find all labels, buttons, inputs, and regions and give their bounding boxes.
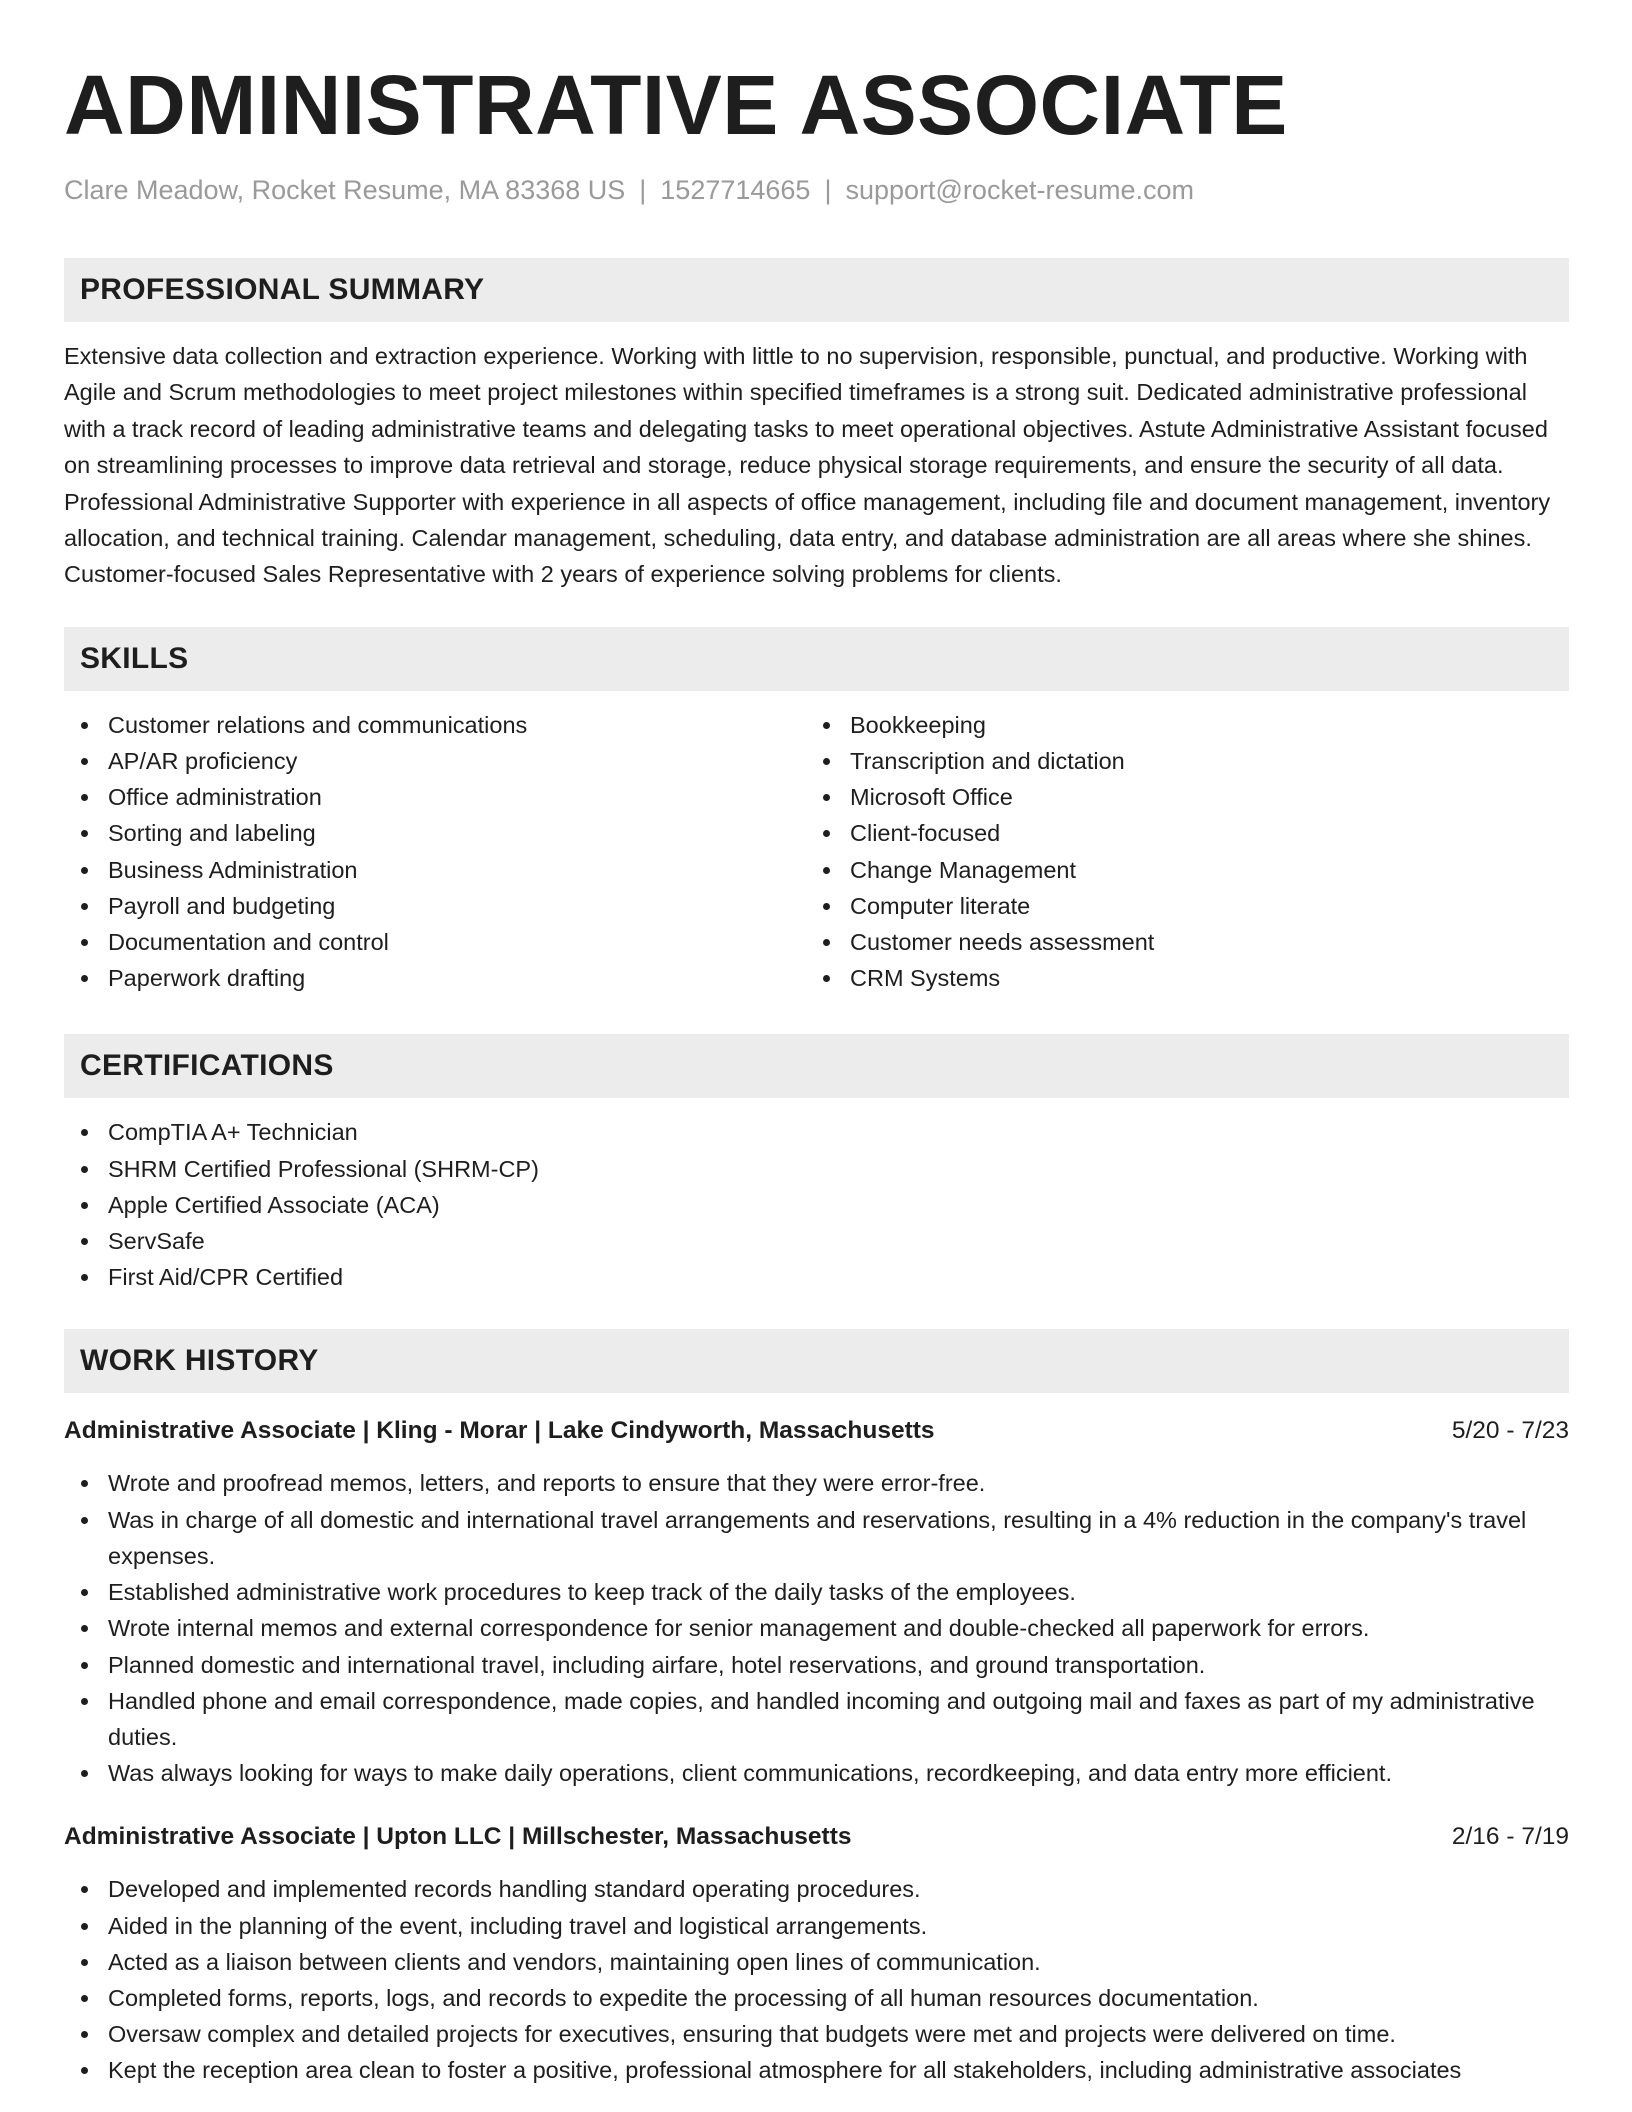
certification-item: First Aid/CPR Certified <box>64 1259 1569 1295</box>
job-bullet: Was in charge of all domestic and international travel arrangements and reservations, resulting in a 4% reduction in the company's travel expenses. <box>64 1502 1569 1574</box>
skill-item: AP/AR proficiency <box>64 743 806 779</box>
job-bullet: Completed forms, reports, logs, and records to expedite the processing of all human resources documentation. <box>64 1980 1569 2016</box>
job-header <box>64 1413 1569 1449</box>
section-header-skills: SKILLS <box>64 627 1569 691</box>
job-bullet: Aided in the planning of the event, including travel and logistical arrangements. <box>64 1908 1569 1944</box>
skill-item: Paperwork drafting <box>64 960 806 996</box>
contact-phone: 1527714665 <box>660 175 811 205</box>
contact-address: Clare Meadow, Rocket Resume, MA 83368 US <box>64 175 626 205</box>
job-title: Administrative Associate | Upton LLC | Millschester, Massachusetts <box>64 1823 852 1851</box>
skill-item: Office administration <box>64 779 806 815</box>
skills-column-left <box>64 691 806 997</box>
section-header-summary: PROFESSIONAL SUMMARY <box>64 258 1569 322</box>
skill-item: Change Management <box>806 852 1548 888</box>
job-bullet: Was always looking for ways to make daily operations, client communications, recordkeeping, and data entry more efficient. <box>64 1755 1569 1791</box>
job-bullet: Established administrative work procedures to keep track of the daily tasks of the employees. <box>64 1574 1569 1610</box>
certification-item: CompTIA A+ Technician <box>64 1114 1569 1150</box>
skill-item: Documentation and control <box>64 924 806 960</box>
skill-item: Payroll and budgeting <box>64 888 806 924</box>
skills-list-right <box>806 707 1548 997</box>
job-bullet: Planned domestic and international travel, including airfare, hotel reservations, and ground transportation. <box>64 1647 1569 1683</box>
job-title: Administrative Associate | Kling - Morar | Lake Cindyworth, Massachusetts <box>64 1417 935 1445</box>
job-dates: 2/16 - 7/19 <box>1451 1823 1569 1851</box>
skill-item: CRM Systems <box>806 960 1548 996</box>
job-bullet: Wrote internal memos and external correspondence for senior management and double-checked all paperwork for errors. <box>64 1610 1569 1646</box>
job-bullet: Kept the reception area clean to foster a positive, professional atmosphere for all stakeholders, including administrative associates <box>64 2052 1569 2088</box>
skill-item: Client-focused <box>806 815 1548 851</box>
contact-email: support@rocket-resume.com <box>845 175 1194 205</box>
job-header <box>64 1819 1569 1855</box>
skill-item: Sorting and labeling <box>64 815 806 851</box>
job-bullet: Wrote and proofread memos, letters, and reports to ensure that they were error-free. <box>64 1465 1569 1501</box>
skill-item: Customer needs assessment <box>806 924 1548 960</box>
page-title: ADMINISTRATIVE ASSOCIATE <box>64 58 1288 152</box>
job-bullets <box>64 1871 1569 2088</box>
skill-item: Bookkeeping <box>806 707 1548 743</box>
certifications-list <box>64 1114 1569 1295</box>
job-bullet: Oversaw complex and detailed projects for executives, ensuring that budgets were met and projects were delivered on time. <box>64 2016 1569 2052</box>
contact-line <box>64 172 1569 208</box>
contact-separator: | <box>824 175 832 205</box>
skill-item: Customer relations and communications <box>64 707 806 743</box>
skill-item: Business Administration <box>64 852 806 888</box>
resume-page <box>64 56 1569 2089</box>
contact-separator: | <box>639 175 647 205</box>
skills-list-left <box>64 707 806 997</box>
skills-grid <box>64 691 1569 997</box>
skill-item: Transcription and dictation <box>806 743 1548 779</box>
skill-item: Microsoft Office <box>806 779 1548 815</box>
job-bullet: Handled phone and email correspondence, made copies, and handled incoming and outgoing mail and faxes as part of my administrative duties. <box>64 1683 1569 1755</box>
job-bullet: Acted as a liaison between clients and vendors, maintaining open lines of communication. <box>64 1944 1569 1980</box>
skills-column-right <box>806 691 1548 997</box>
certification-item: ServSafe <box>64 1223 1569 1259</box>
job-dates: 5/20 - 7/23 <box>1451 1417 1569 1445</box>
certification-item: Apple Certified Associate (ACA) <box>64 1187 1569 1223</box>
section-header-certifications: CERTIFICATIONS <box>64 1034 1569 1098</box>
summary-text: Extensive data collection and extraction experience. Working with little to no supervision, responsible, punctual, and productive. Working with Agile and Scrum methodologies to meet project milestones within specified timeframes is a strong suit. Dedicated administrative professional with a track record of leading administrative teams and delegating tasks to meet operational objectives. Astute Administrative Assistant focused on streamlining processes to improve data retrieval and storage, reduce physical storage requirements, and ensure the security of all data. Professional Administrative Supporter with experience in all aspects of office management, including file and document management, inventory allocation, and technical training. Calendar management, scheduling, data entry, and database administration are all areas where she shines. Customer-focused Sales Representative with 2 years of experience solving problems for clients. <box>64 343 1551 588</box>
section-header-work-history: WORK HISTORY <box>64 1329 1569 1393</box>
job-bullet: Developed and implemented records handling standard operating procedures. <box>64 1871 1569 1907</box>
certification-item: SHRM Certified Professional (SHRM-CP) <box>64 1151 1569 1187</box>
job-bullets <box>64 1465 1569 1791</box>
skill-item: Computer literate <box>806 888 1548 924</box>
